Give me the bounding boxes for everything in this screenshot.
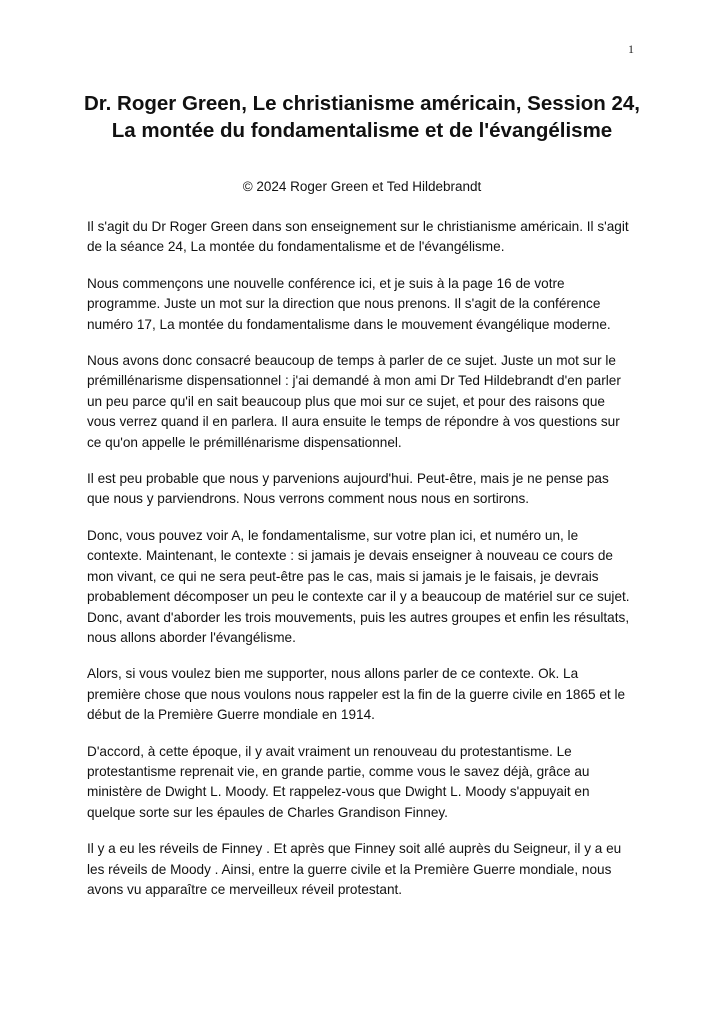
paragraph: Il s'agit du Dr Roger Green dans son enseignement sur le christianisme américain. Il s'agit de la séance 24, La montée du fondamentalisme et de l'évangélisme. [87,219,629,255]
body-text [87,217,635,916]
paragraph: Nous avons donc consacré beaucoup de temps à parler de ce sujet. Juste un mot sur le prémillénarisme dispensationnel : j'ai demandé à mon ami Dr Ted Hildebrandt d'en parler un peu parce qu'il en sait beaucoup plus que moi sur ce sujet, et pour des raisons que vous verrez quand il en parlera. Il aura ensuite le temps de répondre à vos questions sur ce qu'on appelle le prémillénarisme dispensationnel. [87,353,621,450]
paragraph: Donc, vous pouvez voir A, le fondamentalisme, sur votre plan ici, et numéro un, le contexte. Maintenant, le contexte : si jamais je devais enseigner à nouveau ce cours de mon vivant, ce qui ne sera peut-être pas le cas, mais si jamais je le faisais, je devrais probablement décomposer un peu le contexte car il y a beaucoup de matériel sur ce sujet. Donc, avant d'aborder les trois mouvements, puis les autres groupes et enfin les résultats, nous allons aborder l'évangélisme. [87,527,630,645]
paragraph: Il y a eu les réveils de Finney . Et après que Finney soit allé auprès du Seigneur, il y a eu les réveils de Moody . Ainsi, entre la guerre civile et la Première Guerre mondiale, nous avons vu apparaître ce merveilleux réveil protestant. [87,841,622,897]
copyright-line: © 2024 Roger Green et Ted Hildebrandt [242,179,482,194]
paragraph: Alors, si vous voulez bien me supporter, nous allons parler de ce contexte. Ok. La première chose que nous voulons nous rappeler est la fin de la guerre civile en 1865 et le début de la Première Guerre mondiale en 1914. [87,666,626,723]
page-number: 1 [628,42,634,56]
paragraph: Il est peu probable que nous y parvenions aujourd'hui. Peut-être, mais je ne pense pas que nous y parviendrons. Nous verrons comment nous nous en sortirons. [87,471,609,507]
document-title: Dr. Roger Green, Le christianisme américain, Session 24, La montée du fondamentalisme et de l'évangélisme [83,92,640,142]
paragraph: D'accord, à cette époque, il y avait vraiment un renouveau du protestantisme. Le protestantisme reprenait vie, en grande partie, comme vous le savez déjà, grâce au ministère de Dwight L. Moody. Et rappelez-vous que Dwight L. Moody s'appuyait en quelque sorte sur les épaules de Charles Grandison Finney. [87,743,590,820]
paragraph: Nous commençons une nouvelle conférence ici, et je suis à la page 16 de votre programme. Juste un mot sur la direction que nous prenons. Il s'agit de la conférence numéro 17, La montée du fondamentalisme dans le mouvement évangélique moderne. [87,275,611,332]
